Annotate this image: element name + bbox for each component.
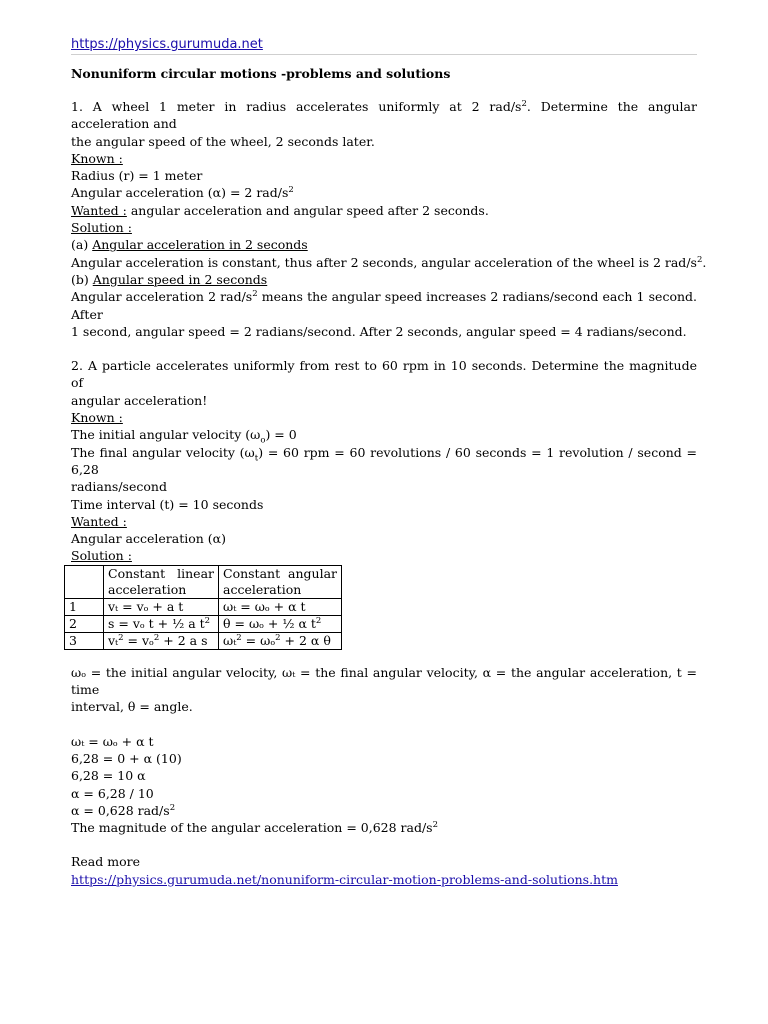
calc-result: The magnitude of the angular acceleration = 0,628 rad/$s^2$ <box>71 819 439 836</box>
read-more-row <box>71 871 697 888</box>
problem1-part-a-text: Angular acceleration is constant, thus after 2 seconds, angular acceleration of the wheel is 2 rad/$s^2$. <box>71 254 707 270</box>
problem1-part-b-text-cont: 1 second, angular speed = 2 radians/second. After 2 seconds, angular speed = 4 radians/second. <box>71 323 687 339</box>
table-cell: ωₜ$^2$ = ωₒ$^2$ + 2 α θ <box>219 632 342 649</box>
definitions-text-cont: interval, θ = angle. <box>71 699 193 715</box>
problem1-part-b-text: Angular acceleration 2 rad/$s^2$ means the angular speed increases 2 radians/second each 1 second. After <box>71 289 697 322</box>
problem1-known-label: Known : <box>71 150 123 166</box>
table-row <box>65 598 342 615</box>
table-header-linear: Constant linear acceleration <box>104 565 219 598</box>
table-cell: 1 <box>65 598 104 615</box>
problem1-part-a: (a) Angular acceleration in 2 seconds <box>71 237 308 253</box>
table-cell: ωₜ = ωₒ + α t <box>219 598 342 615</box>
table-cell: θ = ωₒ + ½ α $t^2$ <box>219 615 342 632</box>
problem2-final-velocity-cont: radians/second <box>71 479 167 495</box>
problem1-radius: Radius (r) = 1 meter <box>71 168 203 184</box>
document-page <box>69 36 707 888</box>
table-cell: vₜ$^2$ = vₒ$^2$ + 2 a s <box>104 632 219 649</box>
calc-line-5: α = 0,628 rad/$s^2$ <box>71 802 176 818</box>
table-cell: s = vₒ t + ½ a $t^2$ <box>104 615 219 632</box>
document-title: Nonuniform circular motions -problems and solutions <box>71 66 451 81</box>
table-cell <box>65 565 104 598</box>
read-more-link[interactable]: https://physics.gurumuda.net/nonuniform-circular-motion-problems-and-solutions.htm <box>71 871 618 887</box>
problem1-accel: Angular acceleration (α) = 2 rad/$s^2$ <box>71 185 294 201</box>
problem2-wanted-text: Angular acceleration (α) <box>71 531 226 547</box>
problem1-statement-cont: the angular speed of the wheel, 2 seconds later. <box>71 133 375 149</box>
header-divider <box>71 54 697 55</box>
problem2-initial-velocity: The initial angular velocity $(\omega_o) = 0$ <box>71 427 297 446</box>
table-cell: 2 <box>65 615 104 632</box>
read-more-label: Read more <box>71 854 140 870</box>
equations-table <box>64 565 342 650</box>
problem1-statement: 1. A wheel 1 meter in radius accelerates uniformly at 2 rad/$s^2$. Determine the angular acceleration and <box>71 98 697 132</box>
calc-line-1: ωₜ = ωₒ + α t <box>71 733 154 749</box>
table-cell: 3 <box>65 632 104 649</box>
problem2-known-label: Known : <box>71 410 123 426</box>
calc-line-3: 6,28 = 10 α <box>71 768 146 784</box>
problem2-final-velocity: The final angular velocity $(\omega_t) = 60$ rpm = 60 revolutions / 60 seconds = 1 revolution / second = 6,28 <box>71 444 697 477</box>
table-row <box>65 615 342 632</box>
calc-line-2: 6,28 = 0 + α (10) <box>71 750 182 766</box>
problem2-solution-label: Solution : <box>71 548 132 564</box>
problem2-statement: 2. A particle accelerates uniformly from rest to 60 rpm in 10 seconds. Determine the magnitude of <box>71 358 697 391</box>
table-header-row <box>65 565 342 598</box>
table-cell: vₜ = vₒ + a t <box>104 598 219 615</box>
problem1-wanted: Wanted : angular acceleration and angular speed after 2 seconds. <box>71 202 489 218</box>
problem2-statement-cont: angular acceleration! <box>71 392 208 408</box>
problem1-solution-label: Solution : <box>71 220 132 236</box>
table-header-angular: Constant angular acceleration <box>219 565 342 598</box>
definitions-text: ωₒ = the initial angular velocity, ωₜ = the final angular velocity, α = the angular acceleration, t = time <box>71 664 697 698</box>
site-link[interactable]: https://physics.gurumuda.net <box>71 37 263 52</box>
problem1-part-b: (b) Angular speed in 2 seconds <box>71 271 268 287</box>
table-row <box>65 632 342 649</box>
calc-line-4: α = 6,28 / 10 <box>71 785 154 801</box>
problem2-time: Time interval (t) = 10 seconds <box>71 496 264 512</box>
problem2-wanted-label: Wanted : <box>71 513 127 529</box>
